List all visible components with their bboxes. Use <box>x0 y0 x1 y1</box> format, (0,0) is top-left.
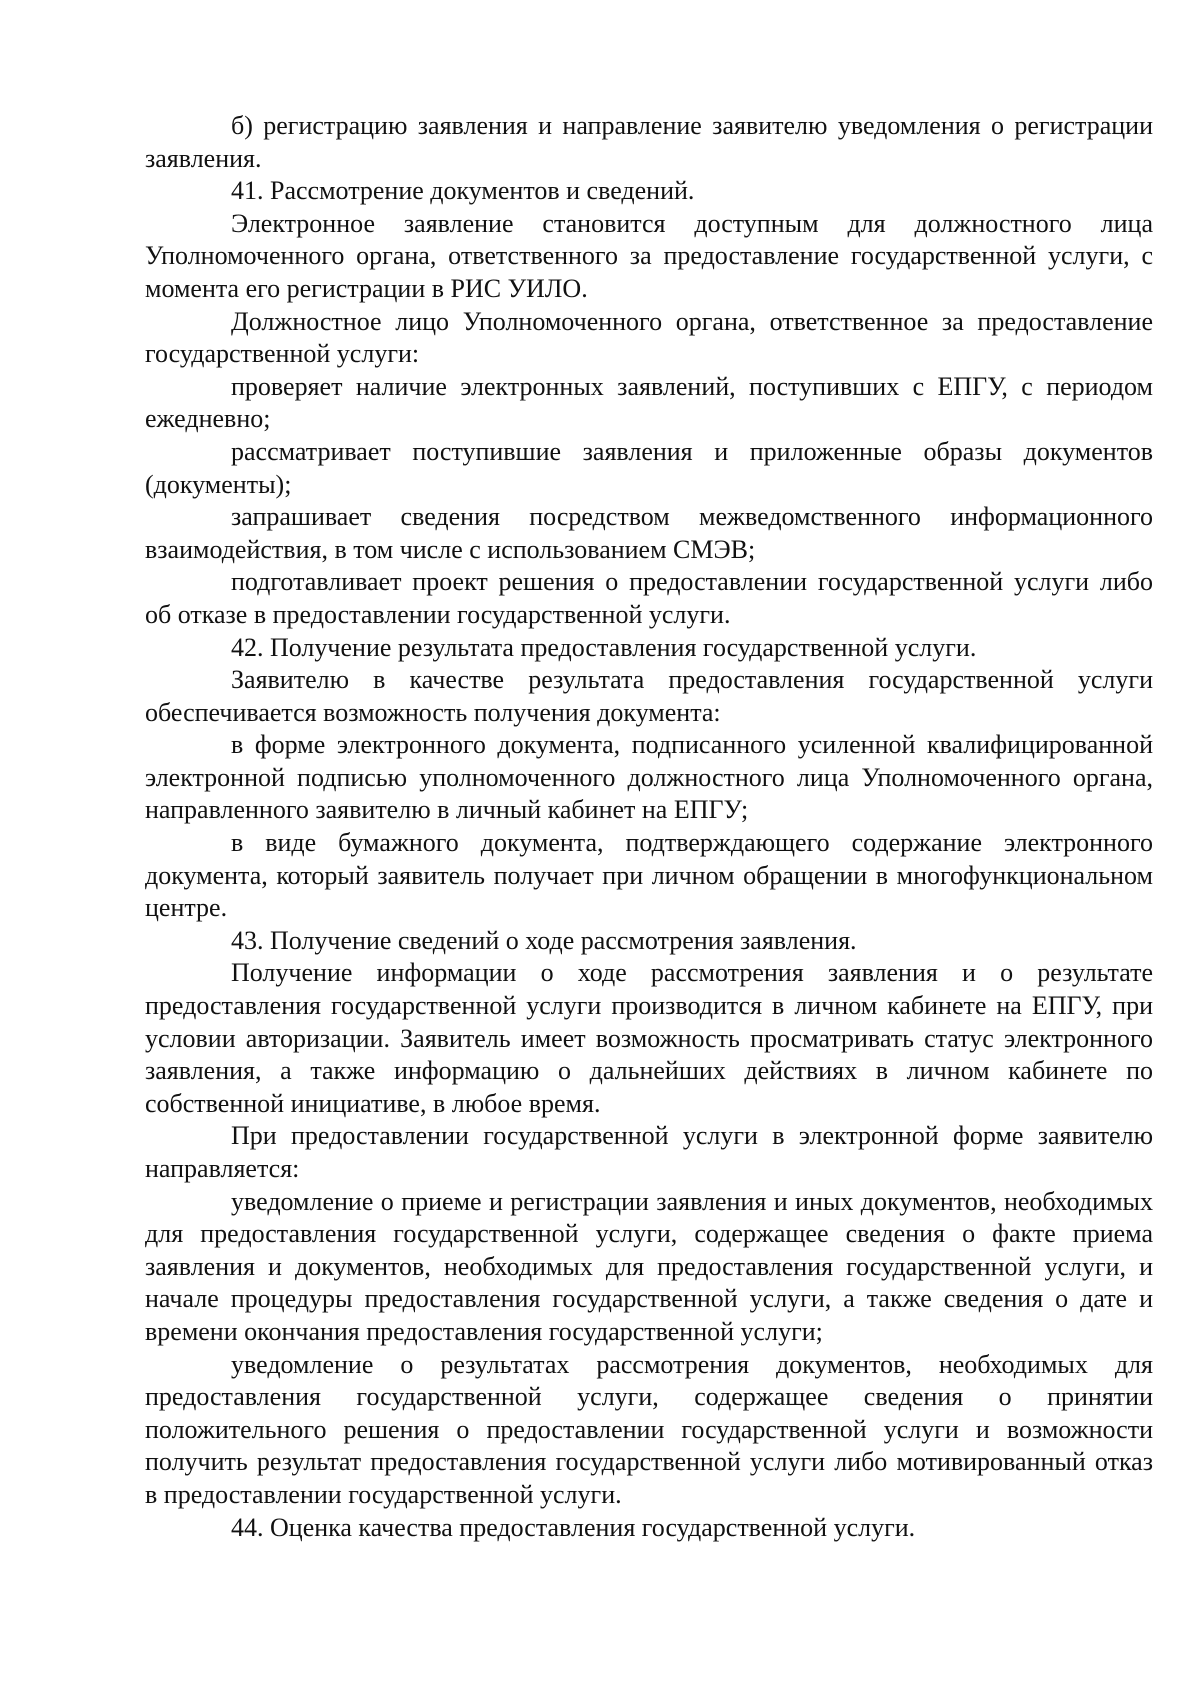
list-item: в форме электронного документа, подписанного усиленной квалифицированной электронной подписью уполномоченного должностного лица Уполномоченного органа, направленного заявителю в личный кабинет на ЕПГУ; <box>145 730 1153 825</box>
list-item: проверяет наличие электронных заявлений, поступивших с ЕПГУ, с периодом ежедневно; <box>145 371 1153 434</box>
list-item: уведомление о результатах рассмотрения документов, необходимых для предоставления государственной услуги, содержащее сведения о принятии положительного решения о предоставлении государственной услуги и возможности получить результат предоставления государственной услуги либо мотивированный отказ в предоставлении государственной услуги. <box>145 1349 1153 1509</box>
document-page <box>145 110 1153 1544</box>
section-43-heading: 43. Получение сведений о ходе рассмотрения заявления. <box>231 925 857 955</box>
list-item: в виде бумажного документа, подтверждающего содержание электронного документа, который заявитель получает при личном обращении в многофункциональном центре. <box>145 828 1153 923</box>
paragraph: Получение информации о ходе рассмотрения заявления и о результате предоставления государственной услуги производится в личном кабинете на ЕПГУ, при условии авторизации. Заявитель имеет возможность просматривать статус электронного заявления, а также информацию о дальнейших действиях в личном кабинете по собственной инициативе, в любое время. <box>145 958 1153 1118</box>
paragraph: При предоставлении государственной услуги в электронной форме заявителю направляется: <box>145 1121 1153 1183</box>
list-item: запрашивает сведения посредством межведомственного информационного взаимодействия, в том числе с использованием СМЭВ; <box>145 502 1153 564</box>
paragraph: Электронное заявление становится доступным для должностного лица Уполномоченного органа, ответственного за предоставление государственной услуги, с момента его регистрации в РИС УИЛО. <box>145 208 1153 303</box>
section-42-heading: 42. Получение результата предоставления государственной услуги. <box>231 632 977 662</box>
list-item: подготавливает проект решения о предоставлении государственной услуги либо об отказе в предоставлении государственной услуги. <box>145 567 1153 629</box>
paragraph: Должностное лицо Уполномоченного органа, ответственное за предоставление государственной услуги: <box>145 306 1153 369</box>
paragraph: Заявителю в качестве результата предоставления государственной услуги обеспечивается возможность получения документа: <box>145 665 1153 727</box>
paragraph-item-b-registration: б) регистрацию заявления и направление заявителю уведомления о регистрации заявления. <box>145 111 1153 173</box>
section-41-heading: 41. Рассмотрение документов и сведений. <box>231 176 695 206</box>
section-44-heading: 44. Оценка качества предоставления государственной услуги. <box>231 1512 916 1542</box>
list-item: рассматривает поступившие заявления и приложенные образы документов (документы); <box>145 436 1153 499</box>
list-item: уведомление о приеме и регистрации заявления и иных документов, необходимых для предоставления государственной услуги, содержащее сведения о факте приема заявления и документов, необходимых для предоставления государственной услуги, и начале процедуры предоставления государственной услуги, а также сведения о дате и времени окончания предоставления государственной услуги; <box>145 1186 1153 1346</box>
